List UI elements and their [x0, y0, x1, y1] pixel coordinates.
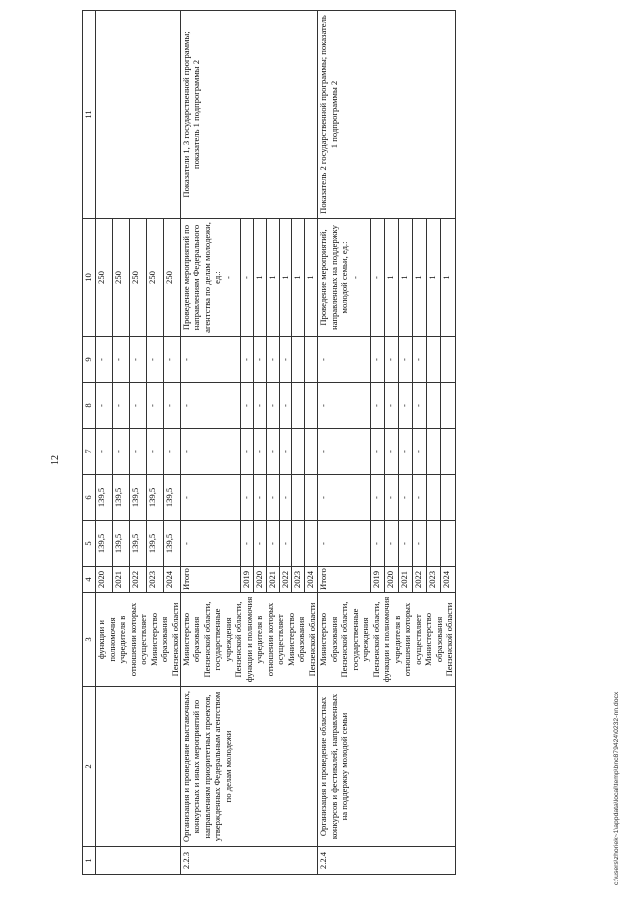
value-cell: - — [413, 337, 427, 383]
col-header: 4 — [83, 567, 96, 593]
section-total-row — [318, 11, 371, 875]
value-cell: - — [385, 475, 399, 521]
value-cell: 1 — [292, 219, 305, 337]
value-cell: - — [385, 521, 399, 567]
col-header: 2 — [83, 687, 96, 847]
section-number: 2.2.3 — [181, 847, 318, 875]
col-header: 6 — [83, 475, 96, 521]
value-cell: - — [164, 429, 181, 475]
value-cell: 139,5 — [164, 475, 181, 521]
value-cell: 1 — [427, 219, 441, 337]
value-cell: - — [96, 383, 113, 429]
value-cell: - — [147, 337, 164, 383]
value-cell: - — [130, 429, 147, 475]
indicator-total-value: - — [349, 276, 360, 279]
value-cell — [305, 475, 318, 521]
value-cell: - — [399, 429, 413, 475]
year-cell: 2023 — [147, 567, 164, 593]
value-cell: 139,5 — [130, 521, 147, 567]
total-value — [181, 219, 241, 337]
indicator-total-value: - — [222, 276, 233, 279]
col-header: 3 — [83, 593, 96, 687]
section-total-row — [181, 11, 241, 875]
executor-cell — [96, 593, 181, 687]
value-cell: - — [279, 521, 292, 567]
year-cell: 2020 — [385, 567, 399, 593]
target-indicator: Показатели 1, 3 государственной программы; показатель 1 подпрограммы 2 — [181, 11, 318, 219]
total-value: - — [181, 521, 241, 567]
year-cell: 2019 — [371, 567, 385, 593]
executor-line: полномочия — [106, 617, 117, 662]
page-number: 12 — [50, 455, 61, 465]
year-cell: 2020 — [96, 567, 113, 593]
executor-line: Министерство — [148, 613, 159, 666]
value-cell — [292, 521, 305, 567]
total-value: - — [318, 337, 371, 383]
total-value: - — [181, 475, 241, 521]
value-cell: - — [371, 521, 385, 567]
executor: Министерство образования Пензенской области, государственные учреждения Пензенской области, функции и полномочия учредителя в отношении которых осуществляет Министерство образования Пензенской области — [318, 593, 455, 687]
value-cell: - — [96, 429, 113, 475]
value-cell: - — [147, 429, 164, 475]
value-cell: - — [130, 337, 147, 383]
value-cell: - — [253, 521, 266, 567]
value-cell: - — [385, 429, 399, 475]
value-cell: - — [266, 337, 279, 383]
value-cell: - — [253, 383, 266, 429]
value-cell: - — [279, 429, 292, 475]
value-cell — [292, 475, 305, 521]
program-table — [82, 10, 456, 875]
value-cell — [441, 383, 455, 429]
value-cell — [427, 383, 441, 429]
executor-line: Пензенской области — [169, 602, 180, 677]
value-cell: 139,5 — [96, 475, 113, 521]
executor-line: функции и — [96, 620, 106, 659]
event-name: Организация и проведение областных конкурсов и фестивалей, направленных на поддержку молодой семьи — [318, 687, 455, 847]
col-header: 5 — [83, 521, 96, 567]
value-cell — [441, 475, 455, 521]
value-cell — [292, 429, 305, 475]
value-cell — [441, 337, 455, 383]
executor-line: отношении которых — [127, 602, 138, 677]
value-cell: 1 — [266, 219, 279, 337]
value-cell: - — [113, 383, 130, 429]
event-name: Организация и проведение выставочных, конкурсных и иных мероприятий по направлениям приоритетных проектов, утвержденных Федеральным агентством по делам молодежи — [181, 687, 318, 847]
year-cell: 2022 — [130, 567, 147, 593]
value-cell: 139,5 — [113, 521, 130, 567]
target-cell — [96, 11, 181, 219]
value-cell: 139,5 — [130, 475, 147, 521]
value-cell — [427, 521, 441, 567]
value-cell — [292, 383, 305, 429]
value-cell: 1 — [279, 219, 292, 337]
total-label: Итого — [318, 567, 371, 593]
value-cell: - — [413, 475, 427, 521]
total-value: - — [318, 475, 371, 521]
total-value: - — [318, 429, 371, 475]
value-cell: - — [413, 521, 427, 567]
year-cell: 2021 — [266, 567, 279, 593]
value-cell: - — [399, 475, 413, 521]
value-cell — [427, 475, 441, 521]
value-cell: 139,5 — [164, 521, 181, 567]
value-cell: - — [399, 383, 413, 429]
value-cell: - — [279, 475, 292, 521]
value-cell: 1 — [253, 219, 266, 337]
value-cell: 250 — [130, 219, 147, 337]
col-header: 9 — [83, 337, 96, 383]
value-cell: - — [164, 383, 181, 429]
value-cell: - — [279, 337, 292, 383]
value-cell: - — [240, 337, 253, 383]
value-cell: 139,5 — [147, 521, 164, 567]
year-cell: 2020 — [253, 567, 266, 593]
col-header: 11 — [83, 11, 96, 219]
section-number-cell — [96, 847, 181, 875]
total-value: - — [181, 429, 241, 475]
value-cell: - — [371, 475, 385, 521]
value-cell — [441, 521, 455, 567]
target-indicator: Показатель 2 государственной программы; показатель 1 подпрограммы 2 — [318, 11, 455, 219]
value-cell: - — [130, 383, 147, 429]
value-cell: - — [164, 337, 181, 383]
value-cell: 1 — [399, 219, 413, 337]
value-cell: - — [399, 337, 413, 383]
value-cell: - — [240, 429, 253, 475]
value-cell: 1 — [385, 219, 399, 337]
value-cell — [427, 429, 441, 475]
total-value: - — [181, 383, 241, 429]
value-cell: - — [385, 383, 399, 429]
value-cell: - — [371, 429, 385, 475]
value-cell: 139,5 — [96, 521, 113, 567]
value-cell: - — [266, 521, 279, 567]
value-cell — [427, 337, 441, 383]
total-value: - — [318, 521, 371, 567]
value-cell: - — [240, 475, 253, 521]
total-label: Итого — [181, 567, 241, 593]
year-cell: 2019 — [240, 567, 253, 593]
value-cell: - — [266, 429, 279, 475]
value-cell: - — [371, 219, 385, 337]
year-cell: 2024 — [441, 567, 455, 593]
indicator-description: Проведение мероприятий, направленных на поддержку молодой семьи, ед.: — [318, 225, 350, 330]
col-header: 1 — [83, 847, 96, 875]
year-cell: 2024 — [305, 567, 318, 593]
value-cell: - — [266, 475, 279, 521]
value-cell: 139,5 — [147, 475, 164, 521]
value-cell: - — [266, 383, 279, 429]
value-cell: 250 — [164, 219, 181, 337]
total-value — [318, 219, 371, 337]
value-cell: 139,5 — [113, 475, 130, 521]
table-row — [96, 11, 113, 875]
year-cell: 2024 — [164, 567, 181, 593]
value-cell: 1 — [305, 219, 318, 337]
value-cell — [305, 521, 318, 567]
value-cell — [305, 429, 318, 475]
value-cell: - — [253, 429, 266, 475]
executor-line: образования — [159, 616, 169, 663]
executor-line: осуществляет — [138, 614, 148, 665]
year-cell: 2021 — [399, 567, 413, 593]
value-cell — [305, 383, 318, 429]
value-cell: - — [147, 383, 164, 429]
section-number: 2.2.4 — [318, 847, 455, 875]
col-header: 8 — [83, 383, 96, 429]
value-cell: 1 — [441, 219, 455, 337]
year-cell: 2023 — [427, 567, 441, 593]
file-path-footer: c:\users\zhoriek~1\appdata\local\temp\bnc879424\0232-nn.docx — [613, 691, 620, 885]
value-cell: 250 — [147, 219, 164, 337]
value-cell: - — [399, 521, 413, 567]
year-cell: 2023 — [292, 567, 305, 593]
value-cell: - — [96, 337, 113, 383]
value-cell: - — [413, 383, 427, 429]
executor-line: учредителя в — [117, 615, 127, 664]
value-cell: - — [240, 383, 253, 429]
executor: Министерство образования Пензенской области, государственные учреждения Пензенской области, функции и полномочия учредителя в отношении которых осуществляет Министерство образования Пензенской области — [181, 593, 318, 687]
value-cell — [305, 337, 318, 383]
value-cell: - — [413, 429, 427, 475]
total-value: - — [181, 337, 241, 383]
value-cell: 1 — [413, 219, 427, 337]
total-value: - — [318, 383, 371, 429]
value-cell: - — [371, 383, 385, 429]
value-cell: 250 — [96, 219, 113, 337]
value-cell — [292, 337, 305, 383]
value-cell: - — [371, 337, 385, 383]
year-cell: 2022 — [279, 567, 292, 593]
col-header: 7 — [83, 429, 96, 475]
value-cell: - — [113, 337, 130, 383]
value-cell: - — [240, 521, 253, 567]
header-row — [83, 11, 96, 875]
value-cell: - — [253, 337, 266, 383]
col-header: 10 — [83, 219, 96, 337]
value-cell: 250 — [113, 219, 130, 337]
indicator-description: Проведение мероприятий по направлениям Федерального агентства по делам молодежи, ед.: — [181, 222, 223, 333]
value-cell: - — [240, 219, 253, 337]
value-cell: - — [253, 475, 266, 521]
value-cell: - — [279, 383, 292, 429]
value-cell — [441, 429, 455, 475]
event-name-cell — [96, 687, 181, 847]
value-cell: - — [113, 429, 130, 475]
value-cell: - — [385, 337, 399, 383]
year-cell: 2021 — [113, 567, 130, 593]
year-cell: 2022 — [413, 567, 427, 593]
